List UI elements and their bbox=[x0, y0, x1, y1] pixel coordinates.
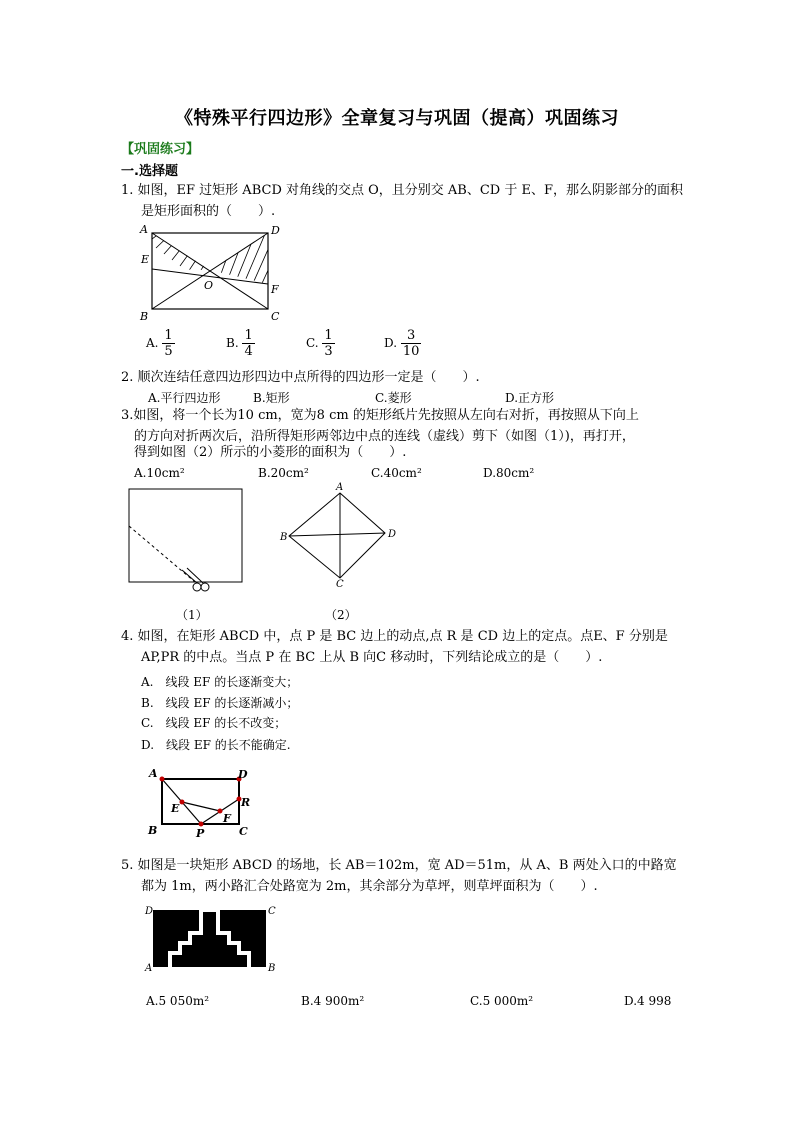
section-heading: 一.选择题 bbox=[121, 164, 178, 179]
q1-option-b-prefix: B. bbox=[226, 336, 239, 350]
q5-option-c[interactable]: C.5 000m² bbox=[470, 994, 534, 1008]
q1-label-d: D bbox=[271, 224, 280, 237]
q1-label-e: E bbox=[141, 253, 150, 266]
q4-stem-line1: 4. 如图，在矩形 ABCD 中，点 P 是 BC 边上的动点,点 R 是 CD 边上的定点。点E、F 分别是 bbox=[121, 629, 668, 644]
q3-label-d: D bbox=[388, 529, 397, 540]
q3-stem-line2: 的方向对折两次后，沿所得矩形两邻边中点的连线（虚线）剪下（如图（1）)，再打开， bbox=[134, 429, 635, 444]
q4-option-d[interactable]: D. 线段 EF 的长不能确定. bbox=[141, 738, 291, 752]
q4-label-d: D bbox=[238, 768, 248, 781]
q1-label-b: B bbox=[140, 310, 149, 322]
q1-option-b-den: 4 bbox=[244, 344, 253, 359]
q3-option-a[interactable]: A.10cm² bbox=[134, 466, 185, 480]
q1-option-a[interactable] bbox=[146, 328, 175, 359]
q5-label-b: B bbox=[268, 963, 276, 974]
section-tag: 【巩固练习】 bbox=[121, 142, 200, 157]
q1-option-c[interactable] bbox=[306, 328, 335, 359]
q3-stem-line1: 3.如图，将一个长为10 cm，宽为8 cm 的矩形纸片先按照从左向右对折，再按照从下向上 bbox=[121, 408, 639, 423]
q2-option-c[interactable]: C.菱形 bbox=[375, 391, 412, 405]
q4-label-a: A bbox=[149, 767, 158, 780]
q1-option-d-num: 3 bbox=[401, 328, 422, 344]
q3-option-b[interactable]: B.20cm² bbox=[258, 466, 309, 480]
q3-figure-1-caption: （1） bbox=[176, 608, 208, 622]
q4-label-c: C bbox=[239, 825, 248, 838]
q4-label-e: E bbox=[171, 802, 180, 815]
q4-label-b: B bbox=[148, 824, 158, 837]
q1-stem-line2: 是矩形面积的（ ）. bbox=[141, 204, 276, 219]
q4-label-r: R bbox=[241, 796, 251, 809]
q5-label-a: A bbox=[145, 963, 153, 974]
q3-figure-2-caption: （2） bbox=[325, 608, 357, 622]
q4-option-a[interactable]: A. 线段 EF 的长逐渐变大； bbox=[141, 675, 299, 689]
q5-stem-line1: 5. 如图是一块矩形 ABCD 的场地，长 AB＝102m，宽 AD＝51m，从 A、B 两处入口的中路宽 bbox=[121, 858, 677, 873]
q3-figure-2 bbox=[275, 480, 405, 590]
q3-label-c: C bbox=[336, 579, 344, 590]
q1-option-b-num: 1 bbox=[244, 328, 253, 343]
q3-figure-1 bbox=[125, 484, 250, 604]
q4-option-b[interactable]: B. 线段 EF 的长逐渐减小； bbox=[141, 696, 299, 710]
q1-option-a-den: 5 bbox=[164, 344, 173, 359]
q1-option-c-num: 1 bbox=[324, 328, 333, 343]
q1-stem-line1: 1. 如图，EF 过矩形 ABCD 对角线的交点 O，且分别交 AB、CD 于 E、F，那么阴影部分的面积 bbox=[121, 183, 684, 198]
q1-option-c-den: 3 bbox=[324, 344, 333, 359]
q2-option-d[interactable]: D.正方形 bbox=[505, 391, 555, 405]
q2-option-a[interactable]: A.平行四边形 bbox=[148, 391, 221, 405]
q5-label-c: C bbox=[268, 906, 276, 917]
q1-option-a-prefix: A. bbox=[146, 336, 159, 350]
q2-option-b[interactable]: B.矩形 bbox=[253, 391, 290, 405]
q1-label-c: C bbox=[271, 310, 280, 322]
q3-label-a: A bbox=[336, 482, 344, 493]
q1-label-a: A bbox=[140, 223, 148, 236]
q1-label-f: F bbox=[271, 283, 279, 296]
q3-stem-line3: 得到如图（2）所示的小菱形的面积为（ ）. bbox=[134, 445, 407, 460]
q5-figure bbox=[140, 900, 280, 975]
q5-option-a[interactable]: A.5 050m² bbox=[146, 994, 210, 1008]
q2-stem: 2. 顺次连结任意四边形四边中点所得的四边形一定是（ ）. bbox=[121, 370, 480, 385]
q1-option-a-num: 1 bbox=[164, 328, 173, 343]
q4-label-f: F bbox=[223, 812, 231, 825]
q4-figure bbox=[140, 762, 265, 842]
q1-option-d-den: 10 bbox=[402, 344, 420, 359]
q5-label-d: D bbox=[145, 906, 154, 917]
q1-option-d[interactable] bbox=[384, 328, 421, 359]
q5-option-d[interactable]: D.4 998 bbox=[624, 994, 672, 1008]
q1-figure bbox=[138, 222, 288, 322]
q1-label-o: O bbox=[204, 279, 214, 292]
q3-option-d[interactable]: D.80cm² bbox=[483, 466, 535, 480]
q4-stem-line2: AP,PR 的中点。当点 P 在 BC 上从 B 向C 移动时，下列结论成立的是（ ）. bbox=[141, 650, 603, 665]
q1-option-b[interactable] bbox=[226, 328, 255, 359]
page-title: 《特殊平行四边形》全章复习与巩固（提高）巩固练习 bbox=[175, 108, 619, 129]
q4-label-p: P bbox=[196, 827, 205, 840]
scissors-icon bbox=[182, 568, 209, 591]
q3-label-b: B bbox=[280, 532, 288, 543]
q5-option-b[interactable]: B.4 900m² bbox=[301, 994, 365, 1008]
q1-option-d-prefix: D. bbox=[384, 336, 398, 350]
q5-stem-line2: 都为 1m，两小路汇合处路宽为 2m，其余部分为草坪，则草坪面积为（ ）. bbox=[141, 879, 598, 894]
q1-option-c-prefix: C. bbox=[306, 336, 319, 350]
q4-option-c[interactable]: C. 线段 EF 的长不改变； bbox=[141, 716, 287, 730]
q3-option-c[interactable]: C.40cm² bbox=[371, 466, 422, 480]
